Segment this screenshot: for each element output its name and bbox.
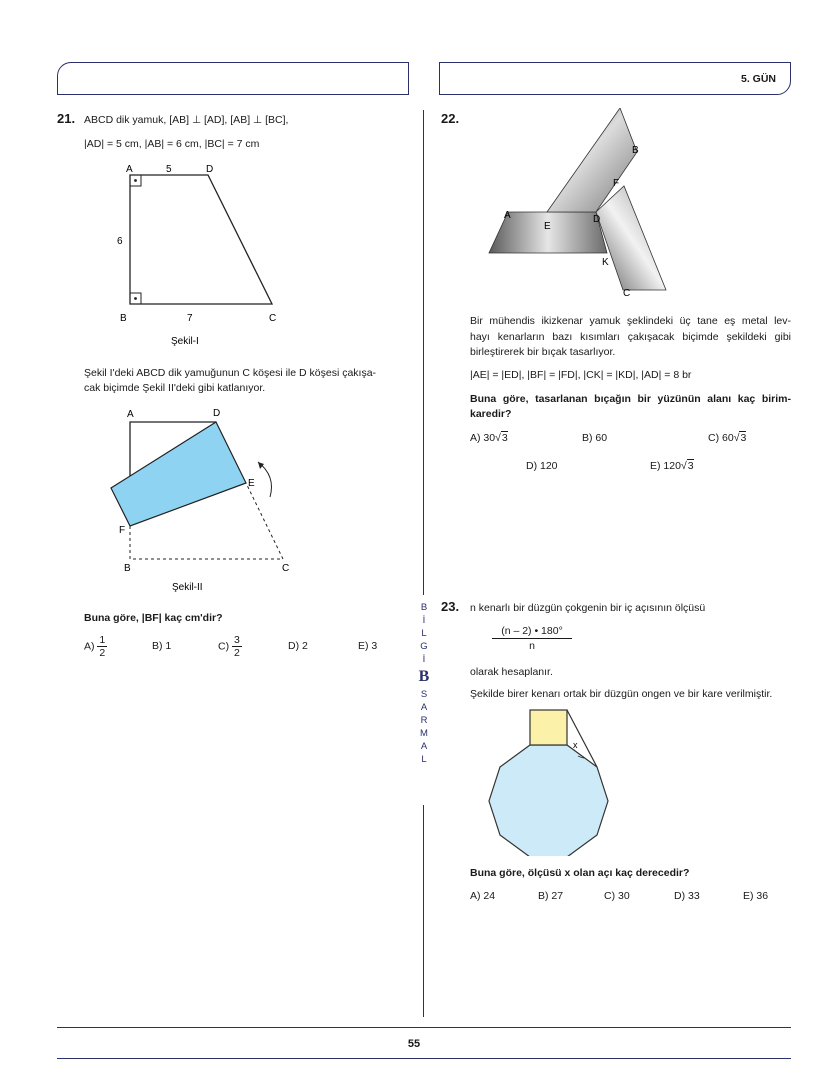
q23-description: Şekilde birer kenarı ortak bir düzgün ongen ve bir kare verilmiştir. <box>470 688 773 700</box>
q22-option-e[interactable] <box>650 460 694 472</box>
page-number: 55 <box>407 1038 421 1050</box>
label-D: D <box>206 164 214 175</box>
q21-question: Buna göre, |BF| kaç cm'dir? <box>84 612 223 624</box>
sidebar-letter: B <box>420 602 428 613</box>
q23-option-e[interactable]: E) 36 <box>743 890 769 902</box>
q22-option-d[interactable]: D) 120 <box>526 460 558 472</box>
q22-option-c[interactable] <box>708 432 746 444</box>
q22-para-line3: birleştirerek bir bıçak tasarlıyor. <box>470 346 616 358</box>
fold-arrow-head <box>258 462 264 469</box>
header-right-box <box>439 62 791 95</box>
sidebar-letter: İ <box>422 615 426 626</box>
sidebar-letter: L <box>421 628 427 639</box>
q23-option-b[interactable]: B) 27 <box>538 890 564 902</box>
sqrt-sign: √ <box>495 432 501 444</box>
sidebar-letter: R <box>420 715 428 726</box>
column-divider-bottom <box>423 805 424 1017</box>
q21-line1: ABCD dik yamuk, [AB] ⊥ [AD], [AB] ⊥ [BC], <box>84 114 289 126</box>
q23-option-c[interactable]: C) 30 <box>604 890 630 902</box>
q22-option-a[interactable] <box>470 432 508 444</box>
label-A: A <box>504 210 511 221</box>
q23-intro: n kenarlı bir düzgün çokgenin bir iç açısının ölçüsü <box>470 602 706 614</box>
q22-blade-figure <box>480 108 680 300</box>
sqrt-radicand: 3 <box>740 432 747 444</box>
q21-option-c[interactable] <box>218 634 242 659</box>
label-C: C <box>282 563 290 574</box>
q22-paragraph <box>470 314 791 361</box>
label-C: C <box>269 313 277 324</box>
q23-figure <box>486 706 610 856</box>
sqrt-sign: √ <box>680 460 687 472</box>
right-angle-dot-b <box>134 297 137 300</box>
q21-text1: Şekil I'deki ABCD dik yamuğunun C köşesi ile D köşesi çakışa- <box>84 367 377 379</box>
label-C: C <box>623 288 631 299</box>
sidebar-letter: G <box>420 641 428 652</box>
label-B: B <box>632 145 639 156</box>
q22-question-line2: karedir? <box>470 408 512 420</box>
label-B: B <box>124 563 131 574</box>
label-F: F <box>119 525 126 536</box>
q21-line2: |AD| = 5 cm, |AB| = 6 cm, |BC| = 7 cm <box>84 138 260 150</box>
q22-question-line1: Buna göre, tasarlanan bıçağın bir yüzünün alanı kaç birim- <box>470 393 791 405</box>
sqrt-radicand: 3 <box>687 460 694 472</box>
option-label: A) 30 <box>470 432 496 444</box>
sidebar-letter: S <box>420 689 428 700</box>
option-label: E) 120 <box>650 460 681 472</box>
q23-question: Buna göre, ölçüsü x olan açı kaç derecedir? <box>470 867 690 879</box>
q21-option-a[interactable] <box>84 634 107 659</box>
q21-figure-1 <box>100 158 300 348</box>
sidebar-letter: A <box>420 702 428 713</box>
q22-option-b[interactable]: B) 60 <box>582 432 608 444</box>
label-top-length: 5 <box>166 164 172 175</box>
label-E: E <box>248 478 255 489</box>
sqrt-radicand: 3 <box>501 432 508 444</box>
label-D: D <box>213 408 221 419</box>
sidebar-logo: B <box>418 668 430 685</box>
label-D: D <box>593 214 601 225</box>
q23-option-d[interactable]: D) 33 <box>674 890 700 902</box>
fraction-denominator: 2 <box>234 647 240 659</box>
label-K: K <box>602 257 609 268</box>
footer-rule-top <box>57 1027 791 1028</box>
label-A: A <box>126 164 133 175</box>
folded-part <box>111 422 246 526</box>
right-angle-dot-a <box>134 179 137 182</box>
label-B: B <box>120 313 127 324</box>
q23-formula <box>492 625 572 652</box>
q21-text2: cak biçimde Şekil II'deki gibi katlanıyor. <box>84 382 266 394</box>
q21-number: 21. <box>57 111 76 126</box>
label-E: E <box>544 221 551 232</box>
q21-figure-2 <box>100 404 300 594</box>
column-divider-top <box>423 110 424 595</box>
q23-number: 23. <box>441 599 460 614</box>
label-A: A <box>127 409 134 420</box>
q23-after: olarak hesaplanır. <box>470 666 553 678</box>
footer-rule-bottom <box>57 1058 791 1059</box>
q22-para-line1: Bir mühendis ikizkenar yamuk şeklindeki üç tane eş metal lev- <box>470 315 791 327</box>
label-bottom-length: 7 <box>187 313 193 324</box>
fraction-numerator: 1 <box>99 634 106 646</box>
sidebar-letter: A <box>420 741 428 752</box>
option-label: C) 60 <box>708 432 734 444</box>
option-label: C) <box>218 640 230 653</box>
sidebar-brand <box>417 601 431 766</box>
formula-denominator: n <box>529 640 535 652</box>
q22-question <box>470 392 791 422</box>
q22-para-line2: hayı kenarların bazı kısımları çakışacak biçimde şekildeki gibi <box>470 330 791 343</box>
caption-sekil-2: Şekil-II <box>172 582 203 593</box>
option-label: A) <box>84 640 95 653</box>
fraction-denominator: 2 <box>99 647 106 659</box>
label-F: F <box>613 178 620 189</box>
blade-plate-right <box>596 186 666 290</box>
q22-number: 22. <box>441 111 460 126</box>
sidebar-letter: M <box>420 728 428 739</box>
fraction-numerator: 3 <box>234 634 240 646</box>
formula-numerator: (n – 2) • 180° <box>492 625 572 639</box>
square-shape <box>530 710 567 745</box>
day-label: 5. GÜN <box>740 73 776 85</box>
trapezoid-shape <box>130 175 272 304</box>
decagon-shape <box>489 745 608 856</box>
sqrt-sign: √ <box>733 432 740 444</box>
q23-option-a[interactable]: A) 24 <box>470 890 496 902</box>
header-left-box <box>57 62 409 95</box>
caption-sekil-1: Şekil-I <box>171 336 199 347</box>
label-x: x <box>573 740 578 750</box>
sidebar-letter: L <box>421 754 427 765</box>
label-side-length: 6 <box>117 236 123 247</box>
q22-given: |AE| = |ED|, |BF| = |FD|, |CK| = |KD|, |AD| = 8 br <box>470 369 692 381</box>
sidebar-letter: İ <box>422 654 426 665</box>
q21-option-e[interactable]: E) 3 <box>358 640 378 652</box>
q21-option-d[interactable]: D) 2 <box>288 640 308 652</box>
q21-option-b[interactable]: B) 1 <box>152 640 172 652</box>
